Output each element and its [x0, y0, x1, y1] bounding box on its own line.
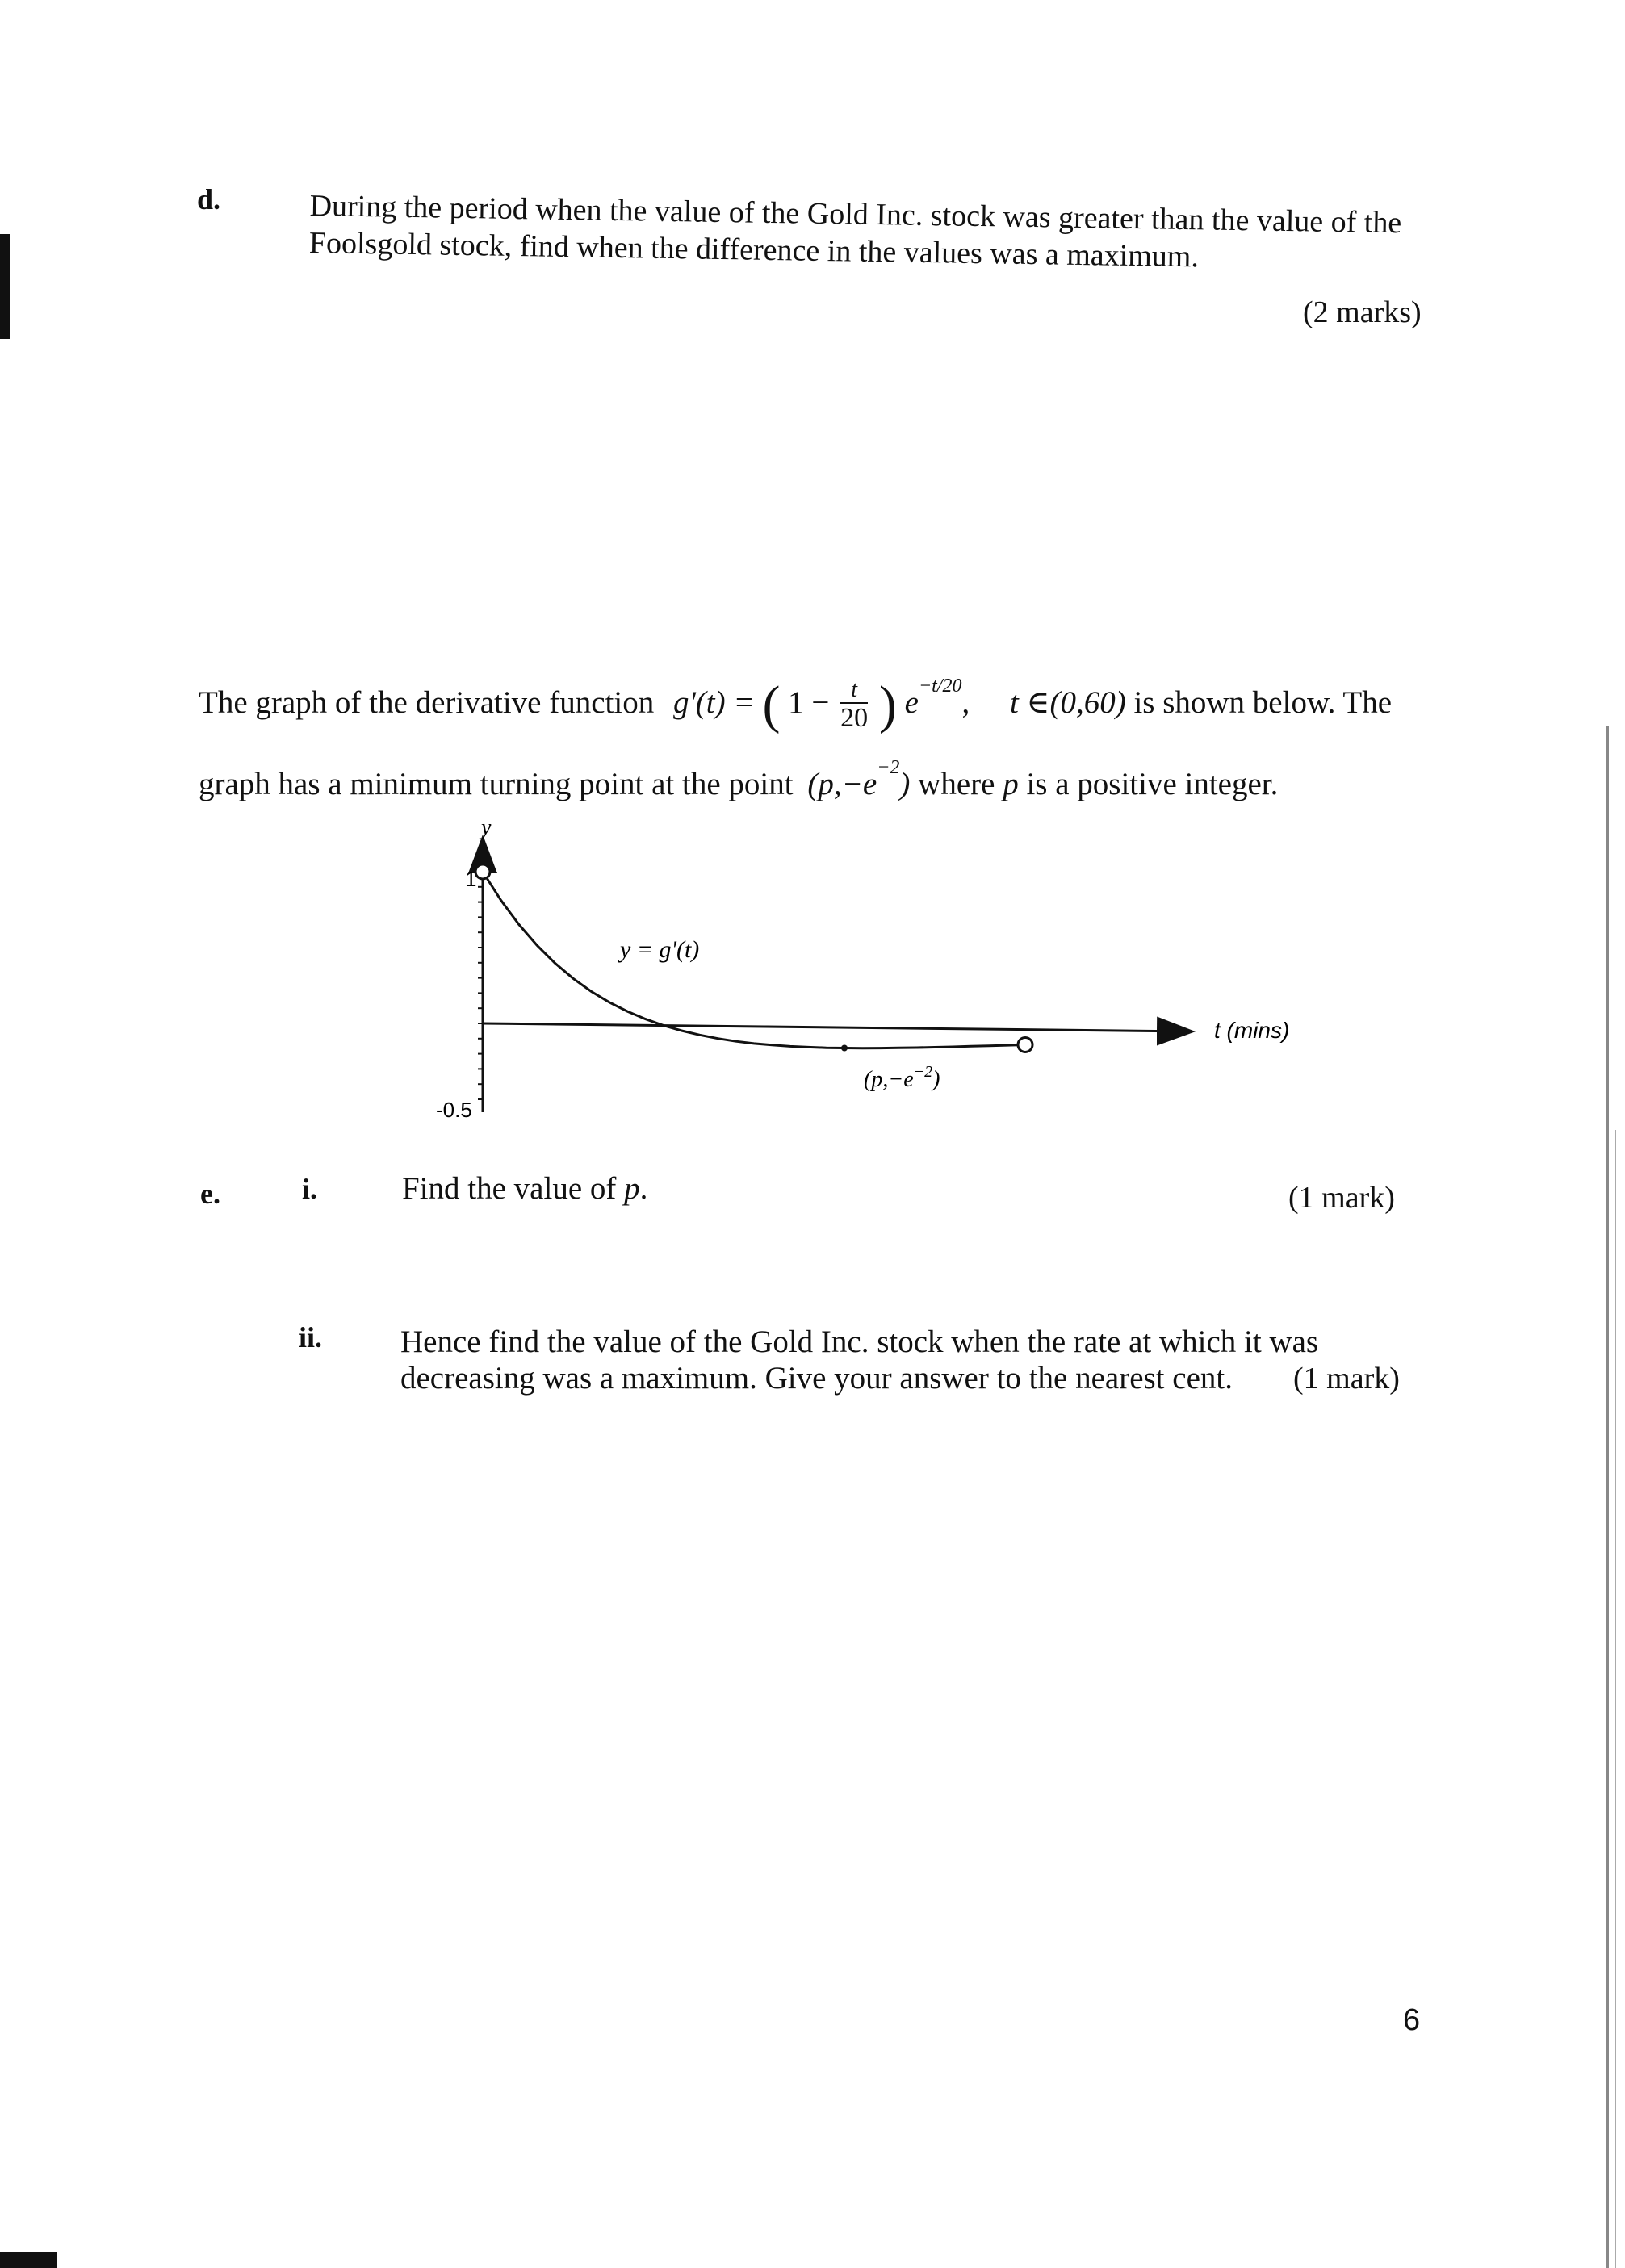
x-axis: [483, 1023, 1191, 1031]
question-e-ii-text: Hence find the value of the Gold Inc. stock when the rate at which it was decreasing was a maximum. Give your answer to the nearest cent.: [400, 1324, 1319, 1396]
intro-text-end: is shown below. The: [1133, 684, 1392, 720]
comma: ,: [961, 684, 970, 720]
question-d-text: During the period when the value of the Gold Inc. stock was greater than the value of the Foolsgold stock, find when the difference in the values was a maximum.: [308, 188, 1402, 274]
question-e-label: e.: [200, 1178, 220, 1210]
fraction-denominator: 20: [840, 703, 869, 733]
scan-edge-left: [0, 234, 10, 339]
curve-label: y = g'(t): [620, 936, 700, 963]
page-number: 6: [1403, 2003, 1421, 2037]
y-axis-label: y: [481, 815, 492, 840]
question-e-i-marks: (1 mark): [1288, 1181, 1395, 1215]
one-minus: 1 −: [788, 684, 830, 720]
intro-line2-c: is a positive integer.: [1026, 767, 1279, 801]
y-bottom-tick-label: -0.5: [436, 1098, 472, 1122]
intro-line2-a: graph has a minimum turning point at the point: [199, 767, 794, 801]
domain: t ∈(0,60): [1010, 684, 1126, 720]
x-axis-label: t (mins): [1214, 1018, 1290, 1043]
question-e-ii-label: ii.: [299, 1321, 323, 1354]
derivative-graph: [404, 815, 1340, 1138]
question-e-i-text: Find the value of p.: [402, 1171, 648, 1206]
scan-edge-right-inner: [1615, 1130, 1616, 2268]
close-paren: ): [878, 676, 897, 734]
intro-line-1: [199, 675, 1392, 736]
open-endpoint-end: [1018, 1037, 1032, 1052]
question-d-marks: (2 marks): [1303, 295, 1422, 329]
curve-g-prime: [483, 872, 1025, 1048]
scan-edge-bottom: [0, 2252, 57, 2268]
function-lhs: g'(t) =: [672, 684, 755, 720]
scan-edge-right: [1606, 726, 1609, 2268]
fraction-numerator: t: [840, 678, 868, 704]
open-paren: (: [762, 676, 781, 734]
min-point: $(p,-e^{-2})$: [807, 757, 911, 801]
intro-line2-b: where: [918, 767, 995, 801]
var-p: p: [1003, 767, 1019, 801]
y-top-tick-label: 1: [465, 867, 477, 891]
min-point-label: $(p,-e^{-2})$: [864, 1063, 940, 1092]
fraction-t-over-20: [840, 678, 868, 733]
open-endpoint-start: [475, 864, 490, 879]
exp-power: −t/20: [918, 675, 962, 697]
question-e-i-label: i.: [302, 1173, 318, 1205]
minimum-point-marker: [841, 1044, 848, 1051]
question-d-label: d.: [197, 183, 221, 216]
intro-text-start: The graph of the derivative function: [199, 684, 655, 720]
question-e-ii-marks: (1 mark): [1293, 1362, 1400, 1396]
exp-base: e: [904, 684, 919, 720]
intro-line-2: [199, 757, 1278, 802]
